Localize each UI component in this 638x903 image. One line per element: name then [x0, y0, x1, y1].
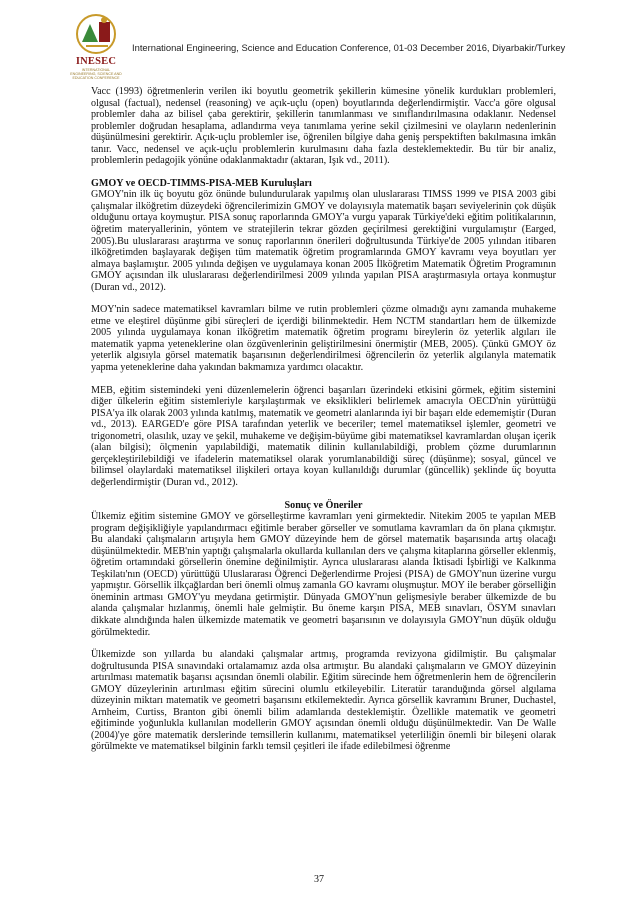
body-text	[91, 86, 556, 764]
paragraph: GMOY'nin ilk üç boyutu göz önünde bulundurularak yapılmış olan uluslararası TIMSS 1999 ve PISA 2003 gibi çalışmalar ilköğretim düzeydeki öğrencilerimizin GMOY ve dolayısıyla matematik başarı seviyelerinin çok düşük olduğunu ortaya koymuştur. PISA sonuç raporlarında GMOY'a vurgu yaparak Türkiye'deki eğitim politikalarının, öğretim materyallerinin, yöntem ve stratejilerin tekrar gözden geçirilmesi gerektiğini vurgulamıştır (Earged, 2005).Bu uluslararası araştırma ve sonuç raporlarının önerileri doğrultusunda Türkiye'de 2005 yılından itibaren ilköğretimden başlayarak değişen tüm matematik öğretim programlarında GMOY kavramı veya boyutları yer almaya başlamıştır. 2005 yılında değişen ve uygulamaya konan 2005 İlköğretim Matematik Öğretim Programının GMOY açısından ilk uluslararası değerlendirilmesi 2009 yılında yapılan PISA araştırmasıyla ortaya konmuştur (Duran vd., 2012).	[91, 189, 556, 293]
paragraph: MOY'nin sadece matematiksel kavramları bilme ve rutin problemleri çözme olmadığı aynı zamanda muhakeme etme ve eleştirel düşünme gibi süreçleri de içerdiği bilinmektedir. Hem NCTM standartları hem de ülkemizde 2005 yılında uygulamaya konan ilköğretim matematik öğretim programı bireylerin öz yeterlik algıları ile matematik yapma yeteneklerine olan özgüvenlerinin geliştirilmesini önermiştir (MEB, 2005). Çünkü GMOY öz yeterlik algısıyla görsel matematik başarısının değerlendirilmesi öğrencilerin öz yeterlik algılanyla matematik yapma yeteneklerine daha yakından bakmamıza yardımcı olacaktır.	[91, 304, 556, 374]
conference-logo	[70, 10, 120, 78]
inesec-logo-icon	[74, 12, 118, 56]
paragraph: Ülkemiz eğitim sistemine GMOY ve görselleştirme kavramları yeni girmektedir. Nitekim 2005 te yapılan MEB program değişikliğiyle yapılandırmacı eğitimle beraber görseller ve somutlama kavramları da ön plana çıkmıştır. Bu alandaki çalışmaların artışıyla hem GMOY düzeyinde hem de görsel matematik başarısında artış olacağı düşünülmektedir. MEB'nin yaptığı çalışmalarla okullarda kullanılan ders ve çalışma kitaplarına görseller eklenmiş, öğretim ortamındaki görsellerin önemine değinilmiştir. Ayrıca uluslararası alanda İktisadi İşbirliği ve Kalkınma Teşkilatı'nın (OECD) yürüttüğü Uluslararası Öğrenci Değerlendirme Projesi (PISA) de GMOY'nun üzerine vurgu yapmıştır. Görsellik ilkçağlardan beri önemli olmuş zamanla GO kavramı oluşmuştur. MOY ile beraber görselliğin öneminin artması GMOY'yu meydana getirmiştir. Dünyada GMOY'nun gelişmesiyle beraber ülkemizde de bu alanda çalışmalar hızlanmış, önemli hale gelmiştir. Bu öneme karşın PISA, MEB sınavları, ÖSYM sınavları dikkate alındığında halen ülkemizde matematik ve geometri başarısının ve dolayısıyla GMOY'nun düşük olduğu görülmektedir.	[91, 511, 556, 638]
paragraph: Vacc (1993) öğretmenlerin verilen iki boyutlu geometrik şekillerin kümesine yönelik kurdukları problemleri, olgusal (factual), nedensel (reasoning) ve açık-uçlu (open) boyutlarında değerlendirmiştir. Vacc'a göre olgusal problemler daha az bilisel çaba gerektirir, şekillerin tanımlanması ve sınıflandırılmasına odaklanır. Nedensel problemler doğrudan hesaplama, adlandırma veya tanımlama yerine sekil çizilmesini ve olayların nedenlerinin düşünülmesini gerektirir. Açık-uçlu problemler ise, öğrenilen bilgiye daha geniş perspektiften bakılmasına imkân tanır. Vacc, nedensel ve açık-uçlu problemlerin kurulmasını daha fazla desteklemektedir. Bu tür bir analiz, problemlerin pedagojik yönüne odaklanmaktadır (aktaran, Işık vd., 2011).	[91, 86, 556, 167]
page-number: 37	[314, 874, 324, 885]
paragraph: MEB, eğitim sistemindeki yeni düzenlemelerin öğrenci başarıları üzerindeki etkisini görmek, eğitim sistemini diğer ülkelerin eğitim sistemleriyle karşılaştırmak ve eksiklikleri belirlemek amacıyla OECD'nin yürüttüğü PISA'ya ilk olarak 2003 yılında katılmış, matematik ve geometri alanlarında iyi bir başarı elde edememiştir (Duran vd., 2013). EARGED'e göre PISA tarafından yeterlik ve beceriler; temel matematiksel işlemler, geometri ve trigonometri, olasılık, uzay ve şekil, muhakeme ve değişim-büyüme gibi matematiksel kavramlardan oluşan içerik (alan bilgisi); ölçmenin yapılabildiği, matematik dilinin kullanılabildiği, problem çözme durumlarının gerçekleştirilebildiği ve ifadelerin matematiksel olarak yorumlanabildiği süreç (düşünme); sosyal, güncel ve bilimsel olaylardaki matematiksel ilişkileri ortaya koyan kullanıldığı durumlar (güncellik) şeklinde üç boyutta değerlendirmiştir (Duran vd., 2012).	[91, 384, 556, 488]
page-header	[70, 10, 590, 78]
logo-text: INESEC	[75, 56, 117, 67]
section-heading: Sonuç ve Öneriler	[284, 499, 363, 511]
conference-title: International Engineering, Science and Education Conference, 01-03 December 2016, Diyarbakir/Turkey	[132, 42, 566, 53]
paragraph: Ülkemizde son yıllarda bu alandaki çalışmalar artmış, programda revizyona gidilmiştir. Bu çalışmalar doğrultusunda PISA sınavındaki ortalamamız azda olsa artmıştır. Bu alandaki çalışmaların ve GMOY düzeyinin artırılması matematik başarısı açısından önemli olabilir. Eğitim sürecinde hem öğretmenlerin hem de öğrencilerin GMOY düzeylerinin artırılması eğitim sürecini olumlu etkileyebilir. Literatür taranduğında görsel algılama düzeyinin miktarı matematik ve geometri başarısını etkilemektedir. Ayrıca görsellik kavramını Bruner, Duchastel, Arnheim, Curtiss, Branton gibi önemli bilim adamlarıda desteklemiştir. Özellikle matematik ve geometri eğitiminde yoğunlukla kullanılan modellerin GMOY açısından önemli olduğu düşünülmektedir. Van De Walle (2004)'ye göre matematik derslerinde temsillerin kullanımı, matematiksel yeterliliğin önemli bir bileşeni olarak görülmekte ve matematiksel bilginin farklı temsil çeşitleri ile ifade edilebilmesi öğrenme	[91, 649, 556, 753]
section-heading: GMOY ve OECD-TIMMS-PISA-MEB Kuruluşları	[91, 177, 312, 189]
logo-subtext: INTERNATIONAL ENGINEERING, SCIENCE AND EDUCATION CONFERENCE	[70, 68, 122, 80]
